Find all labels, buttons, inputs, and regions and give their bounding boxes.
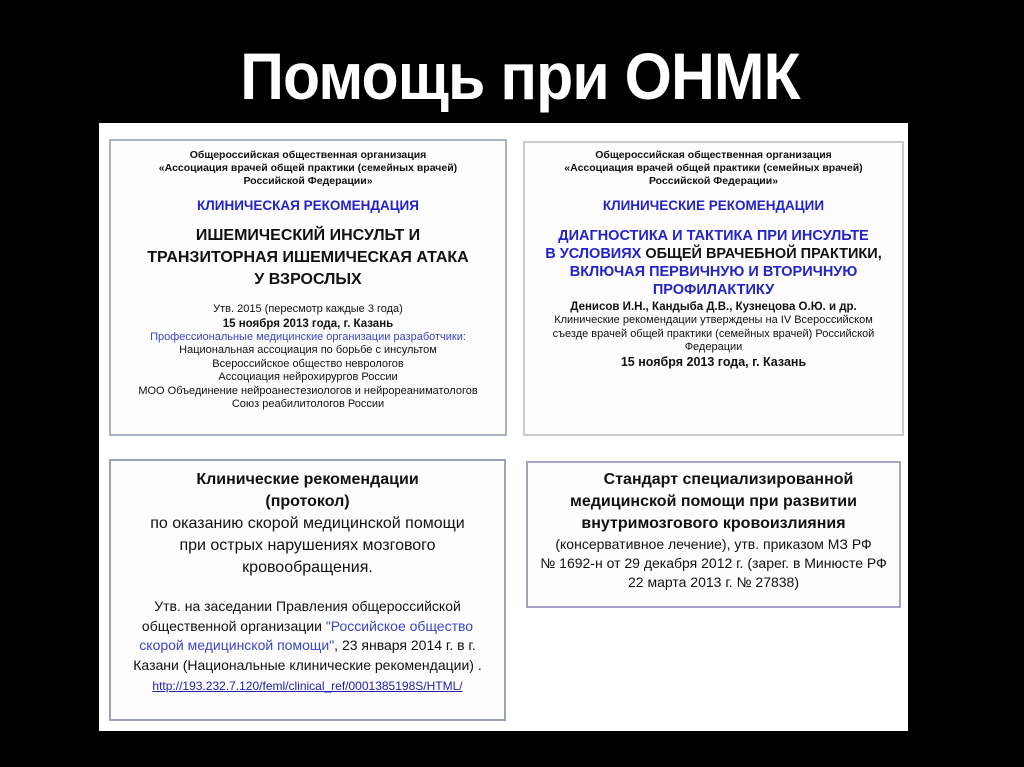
guideline-box-stroke-general-practice [523,141,904,436]
developer-item: Всероссийское общество неврологов [212,357,404,370]
date-text: 15 ноября 2013 года, г. Казань [222,317,394,330]
org-line: Общероссийская общественная организация [595,149,832,161]
approved-text: Федерации [684,341,743,353]
guideline-box-ischemic-stroke [109,139,507,436]
protocol-link[interactable]: http://193.232.7.120/feml/clinical_ref/0001385198S/HTML/ [152,679,463,693]
date-text: 15 ноября 2013 года, г. Казань [620,354,807,369]
org-line: Российской Федерации» [648,175,779,187]
box-header: КЛИНИЧЕСКИЕ РЕКОМЕНДАЦИИ [602,198,825,213]
box-title-line: ИШЕМИЧЕСКИЙ ИНСУЛЬТ И [195,227,421,244]
box-title-line: ПРОФИЛАКТИКУ [652,282,775,298]
content-panel [99,123,908,731]
developer-item: Ассоциация нейрохирургов России [218,371,398,383]
box-title-line: ДИАГНОСТИКА И ТАКТИКА ПРИ ИНСУЛЬТЕ [558,228,869,244]
box-title-line: Стандарт специализированной [603,471,854,488]
approved-text: Утв. на заседании Правления общероссийской [154,598,461,614]
box-desc-line: по оказанию скорой медицинской помощи [150,515,465,532]
developer-item: МОО Объединение нейроанестезиологов и нейрореаниматологов [138,384,478,397]
developers-label: Профессиональные медицинские организации разработчики: [150,330,466,343]
box-title-line: (протокол) [265,493,350,510]
approved-text: общественной организации "Российское общество [141,617,474,634]
box-title-line: медицинской помощи при развитии [570,493,857,510]
approved-text: Казани (Национальные клинические рекомендации) . [133,656,482,673]
org-line: «Ассоциация врачей общей практики (семейных врачей) [158,162,458,174]
approved-text: Утв. 2015 (пересмотр каждые 3 года) [213,303,403,315]
org-line: Российской Федерации» [243,175,373,187]
org-line: Общероссийская общественная организация [189,149,427,161]
box-desc-line: 22 марта 2013 г. № 27838) [628,574,799,590]
box-title-line: У ВЗРОСЛЫХ [254,271,362,288]
approved-text: скорой медицинской помощи", 23 января 2014 г. в г. [139,637,476,653]
box-desc-line: при острых нарушениях мозгового [179,537,436,554]
box-title-line: ВКЛЮЧАЯ ПЕРВИЧНУЮ И ВТОРИЧНУЮ [569,264,858,280]
box-title-line: В УСЛОВИЯХ ОБЩЕЙ ВРАЧЕБНОЙ ПРАКТИКИ, [545,246,882,262]
box-title-line: Клинические рекомендации [196,471,419,488]
standard-box-intracerebral-hemorrhage [526,461,901,608]
box-desc-line: кровообращения. [242,559,373,576]
slide-title: Помощь при ОНМК [240,39,800,113]
box-title-line: внутримозгового кровоизлияния [581,515,846,532]
approved-text: съезде врачей общей практики (семейных врачей) Российской [552,327,875,340]
developer-item: Национальная ассоциация по борьбе с инсультом [179,344,437,356]
box-desc-line: № 1692-н от 29 декабря 2012 г. (зарег. в Минюсте РФ [540,555,887,571]
authors-text: Денисов И.Н., Кандыба Д.В., Кузнецова О.Ю. и др. [570,301,857,313]
box-title-line: ТРАНЗИТОРНАЯ ИШЕМИЧЕСКАЯ АТАКА [147,249,469,266]
approved-text: Клинические рекомендации утверждены на IV Всероссийском [554,314,873,326]
developer-item: Союз реабилитологов России [231,398,385,410]
protocol-box-emergency-care [109,459,506,721]
box-desc-line: (консервативное лечение), утв. приказом МЗ РФ [555,536,872,552]
box-header: КЛИНИЧЕСКАЯ РЕКОМЕНДАЦИЯ [197,198,419,213]
org-line: «Ассоциация врачей общей практики (семейных врачей) [564,162,863,174]
